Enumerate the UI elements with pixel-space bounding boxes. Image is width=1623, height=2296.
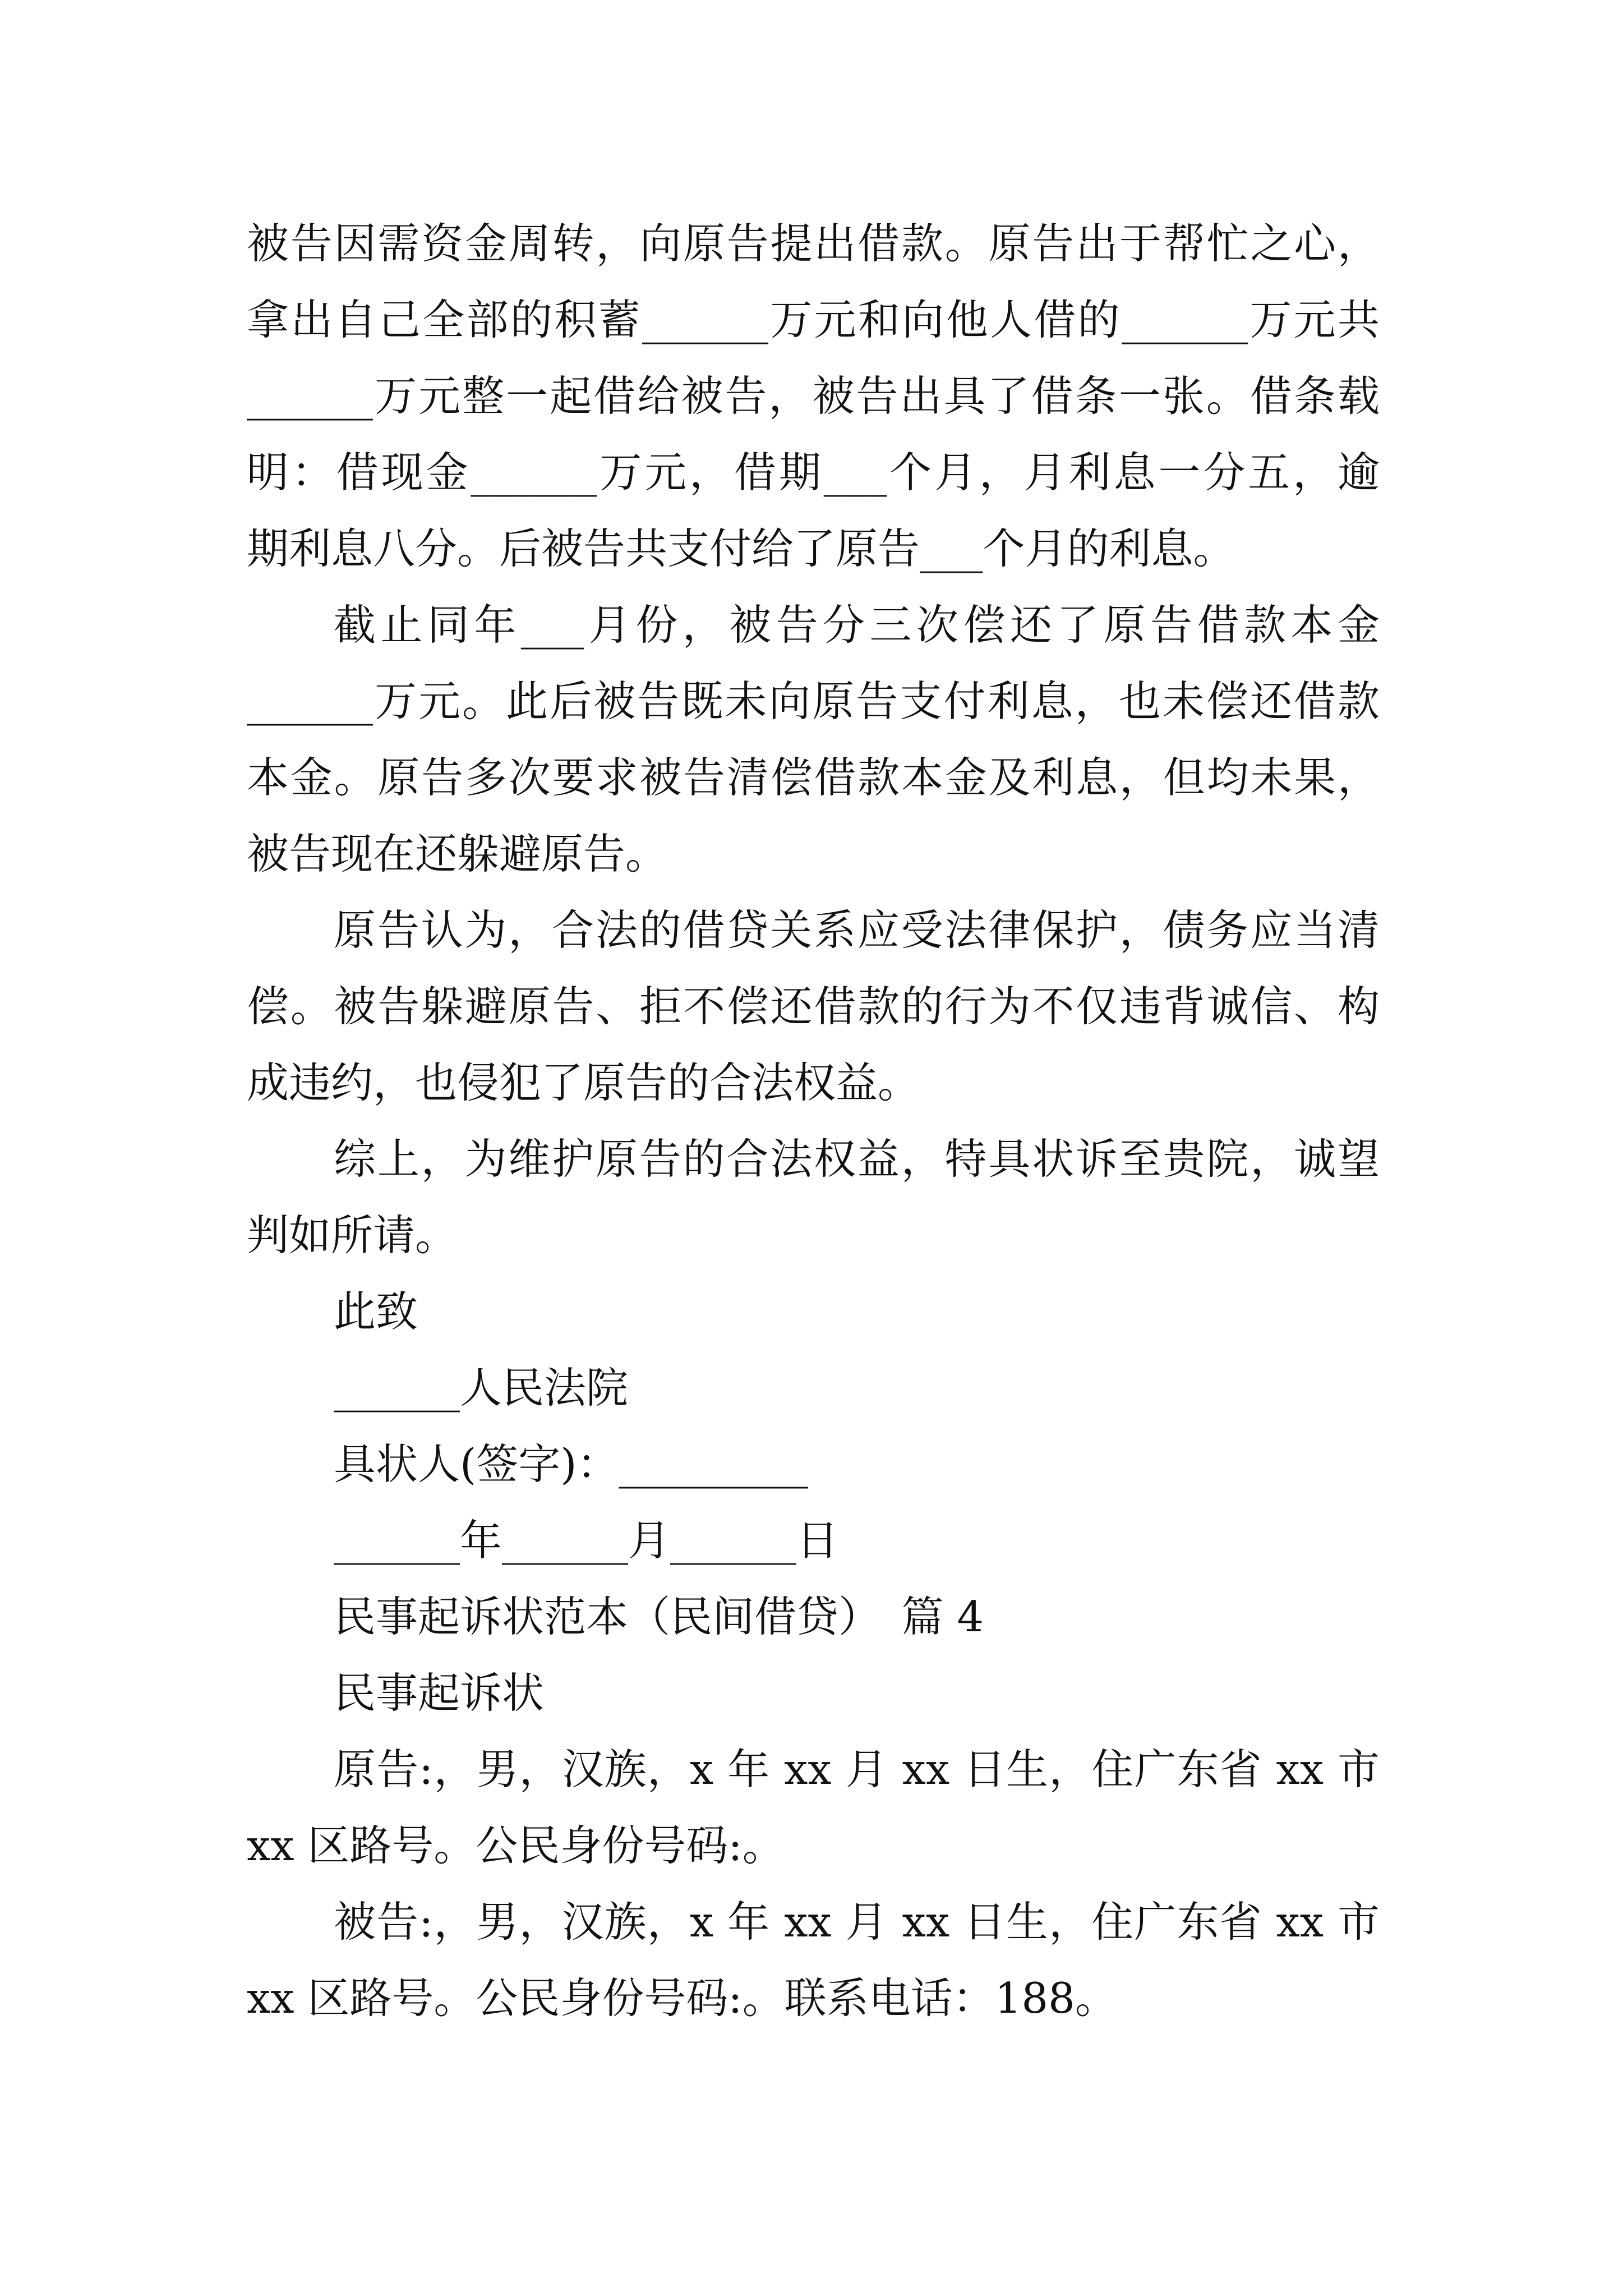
section-heading: 民事起诉状范本（民间借贷） 篇 4 <box>334 1592 984 1641</box>
paragraph-line: 本金。原告多次要求被告清偿借款本金及利息，但均未果， <box>247 753 1380 802</box>
paragraph-line: ______万元。此后被告既未向原告支付利息，也未偿还借款 <box>247 677 1380 726</box>
paragraph-line: 原告认为，合法的借贷关系应受法律保护，债务应当清 <box>334 905 1380 955</box>
court-line: ______人民法院 <box>334 1363 629 1412</box>
paragraph-line: 明：借现金______万元，借期___个月，月利息一分五，逾 <box>247 448 1380 497</box>
date-line: ______年______月______日 <box>334 1516 839 1565</box>
defendant-info-line: xx 区路号。公民身份号码:。联系电话：188。 <box>247 1973 1117 2023</box>
paragraph-line: 成违约，也侵犯了原告的合法权益。 <box>247 1058 920 1107</box>
salutation: 此致 <box>334 1287 418 1336</box>
paragraph-line: 偿。被告躲避原告、拒不偿还借款的行为不仅违背诚信、构 <box>247 982 1380 1031</box>
defendant-info-line: 被告:，男，汉族，x 年 xx 月 xx 日生，住广东省 xx 市 <box>334 1897 1380 1947</box>
plaintiff-info-line: 原告:，男，汉族，x 年 xx 月 xx 日生，住广东省 xx 市 <box>334 1745 1380 1794</box>
paragraph-line: 拿出自己全部的积蓄______万元和向他人借的______万元共 <box>247 295 1380 344</box>
paragraph-line: 判如所请。 <box>247 1211 458 1260</box>
document-title: 民事起诉状 <box>334 1668 545 1718</box>
paragraph-line: 被告现在还躲避原告。 <box>247 829 668 878</box>
paragraph-line: 被告因需资金周转，向原告提出借款。原告出于帮忙之心， <box>247 219 1380 268</box>
plaintiff-info-line: xx 区路号。公民身份号码:。 <box>247 1821 785 1870</box>
paragraph-line: 期利息八分。后被告共支付给了原告___个月的利息。 <box>247 524 1235 573</box>
paragraph-line: ______万元整一起借给被告，被告出具了借条一张。借条载 <box>247 371 1380 421</box>
paragraph-line: 综上，为维护原告的合法权益，特具状诉至贵院，诚望 <box>334 1134 1380 1184</box>
paragraph-line: 截止同年___月份，被告分三次偿还了原告借款本金 <box>334 600 1380 650</box>
signature-line: 具状人(签字)：_________ <box>334 1439 809 1489</box>
